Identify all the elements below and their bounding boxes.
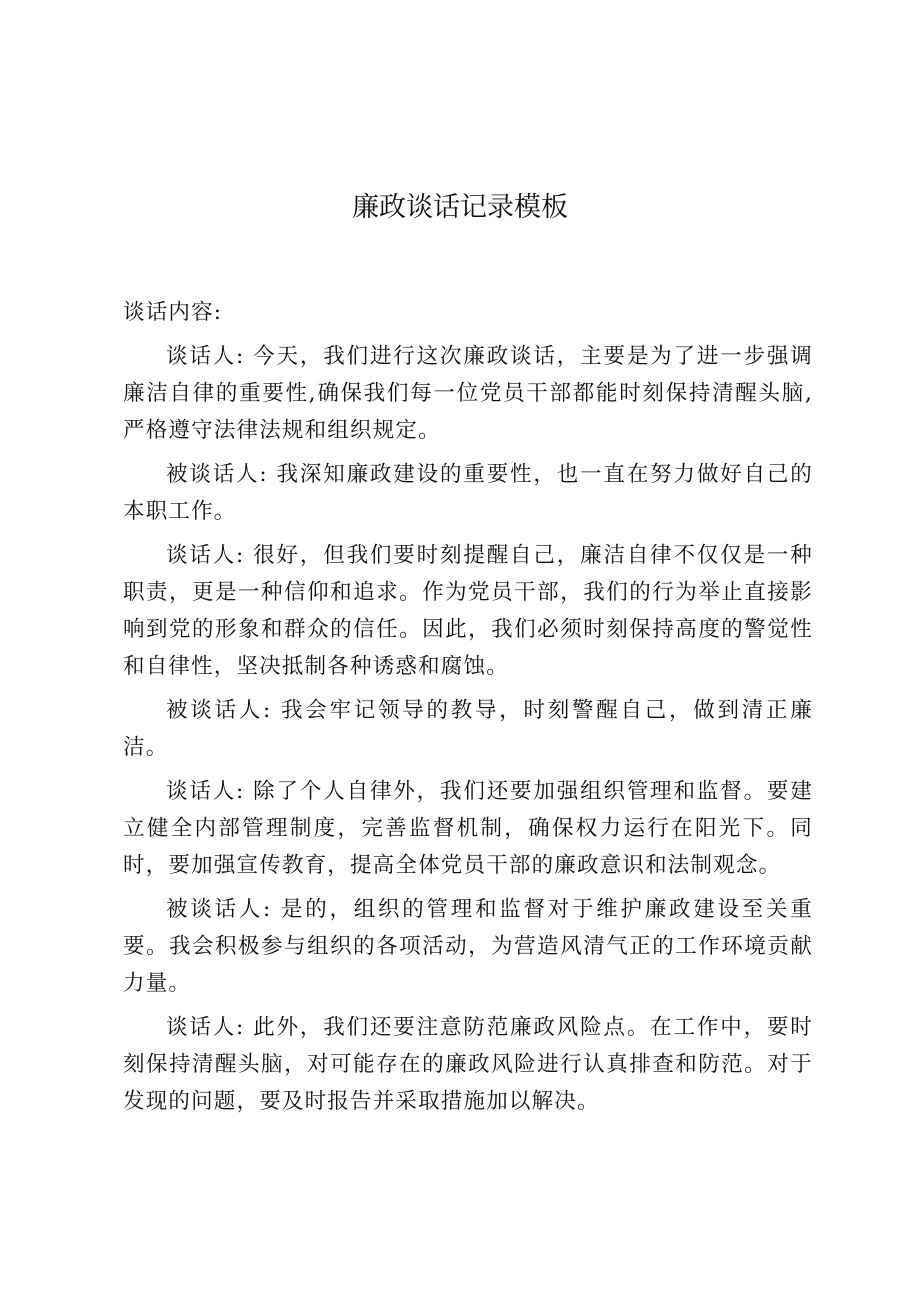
dialogue-paragraph: 谈话人: 今天，我们进行这次廉政谈话，主要是为了进一步强调廉洁自律的重要性,确保我们每一位党员干部都能时刻保持清醒头脑,严格遵守法律法规和组织规定。 [123,344,813,443]
dialogue-paragraph: 谈话人: 此外，我们还要注意防范廉政风险点。在工作中，要时刻保持清醒头脑，对可能存在的廉政风险进行认真排查和防范。对于发现的问题，要及时报告并采取措施加以解决。 [123,1015,813,1114]
dialogue-paragraph: 被谈话人: 我深知廉政建设的重要性，也一直在努力做好自己的本职工作。 [123,462,813,524]
dialogue-paragraph: 谈话人: 很好，但我们要时刻提醒自己，廉洁自律不仅仅是一种职责，更是一种信仰和追求。作为党员干部，我们的行为举止直接影响到党的形象和群众的信任。因此，我们必须时刻保持高度的警觉性和自律性，坚决抵制各种诱惑和腐蚀。 [123,543,813,679]
dialogue-paragraph: 被谈话人: 我会牢记领导的教导，时刻警醒自己，做到清正廉洁。 [123,698,813,760]
dialogue-paragraph: 谈话人: 除了个人自律外，我们还要加强组织管理和监督。要建立健全内部管理制度，完善监督机制，确保权力运行在阳光下。同时，要加强宣传教育，提高全体党员干部的廉政意识和法制观念。 [123,779,813,878]
document-body [123,294,813,1127]
section-label: 谈话内容: [123,300,223,325]
document-title: 廉政谈话记录模板 [352,192,568,223]
dialogue-paragraph: 被谈话人: 是的，组织的管理和监督对于维护廉政建设至关重要。我会积极参与组织的各项活动，为营造风清气正的工作环境贡献力量。 [123,897,813,996]
